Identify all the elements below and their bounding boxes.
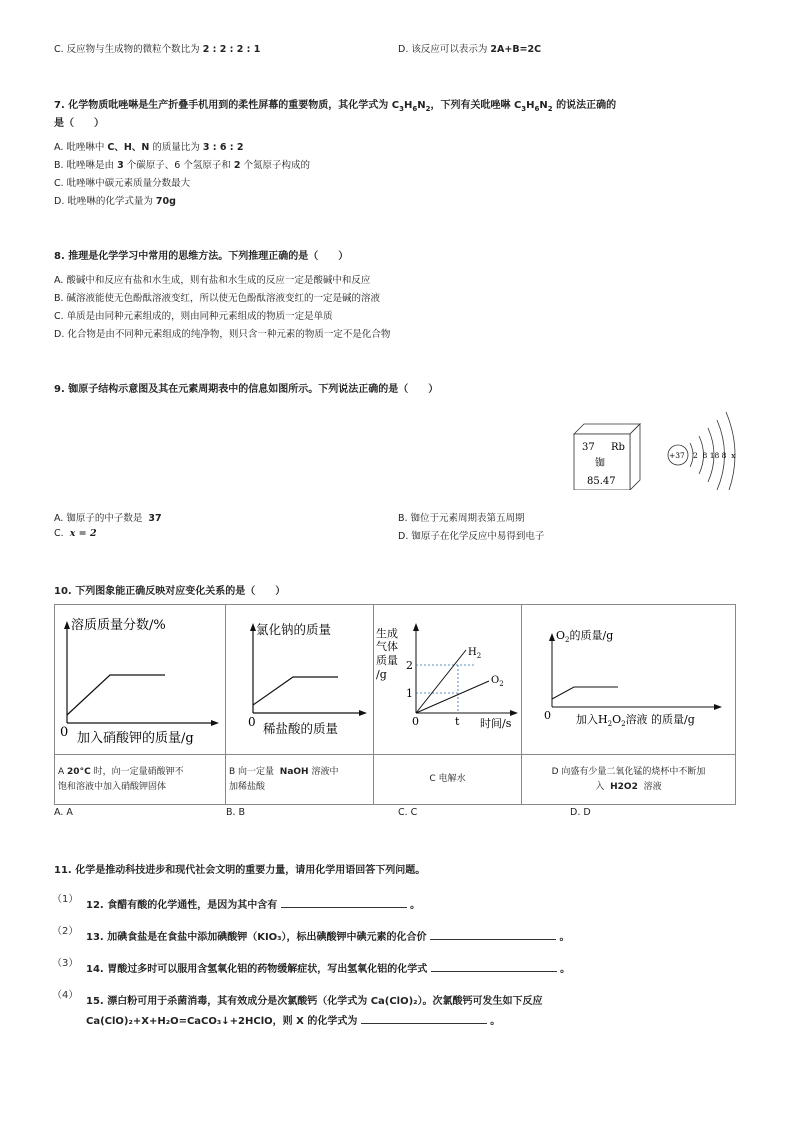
graph-b	[226, 605, 373, 754]
sub4-question: 15. 漂白粉可用于杀菌消毒，其有效成分是次氯酸钙（化学式为 Ca(ClO)₂）。次氯酸钙可发生如下反应	[86, 996, 543, 1007]
graph-b-cell	[226, 605, 374, 755]
sub3-question: 14. 胃酸过多时可以服用含氢氧化铝的药物缓解症状，写出氢氧化铝的化学式 。	[86, 960, 570, 975]
sub4-number: （4）	[52, 990, 79, 1001]
electron-shells: 2 8 18 8 x	[693, 451, 736, 460]
rubidium-figure	[568, 400, 748, 490]
graph-a-x-label: 加入硝酸钾的质量/g	[77, 731, 194, 746]
graph-c-y-label-1: 生成	[376, 627, 398, 640]
sub2-question: 13. 加碘食盐是在食盐中添加碘酸钾（KIO₃），标出碘酸钾中碘元素的化合价 。	[86, 928, 570, 943]
graph-b-y-label: 氯化钠的质量	[256, 622, 332, 637]
q9-stem: 9. 铷原子结构示意图及其在元素周期表中的信息如图所示。下列说法正确的是（ ）	[54, 384, 439, 395]
answer-blank-1[interactable]	[281, 897, 407, 908]
graph-c-x-label: 时间/s	[480, 717, 512, 730]
graph-d-line	[552, 687, 618, 699]
graph-c	[374, 605, 521, 754]
q8-option-d: D. 化合物是由不同种元素组成的纯净物，则只含一种元素的物质一定不是化合物	[54, 329, 391, 340]
q8-option-c: C. 单质是由同种元素组成的，则由同种元素组成的物质一定是单质	[54, 311, 333, 322]
q9-option-d: D. 铷原子在化学反应中易得到电子	[398, 531, 545, 542]
q8-option-b: B. 碱溶液能使无色酚酞溶液变红，所以使无色酚酞溶液变红的一定是碱的溶液	[54, 293, 381, 304]
graph-c-h2-label: $H_2$	[468, 647, 482, 660]
answer-blank-2[interactable]	[430, 929, 556, 940]
sub4-question-line2: Ca(ClO)₂+X+H₂O=CaCO₃↓+2HClO，则 X 的化学式为 。	[86, 1012, 500, 1027]
q7-option-b: B. 吡唑啉是由 3 个碳原子、6 个氢原子和 2 个氮原子构成的	[54, 160, 311, 171]
element-symbol: Rb	[611, 442, 625, 453]
graph-c-cell	[374, 605, 522, 755]
graph-c-o2-label: $O_2$	[491, 675, 504, 688]
sub3-number: （3）	[52, 958, 79, 969]
q10-stem: 10. 下列图象能正确反映对应变化关系的是（ ）	[54, 586, 286, 597]
sub1-number: （1）	[52, 894, 79, 905]
q9-option-b: B. 铷位于元素周期表第五周期	[398, 513, 525, 524]
q11-stem: 11. 化学是推动科技进步和现代社会文明的重要力量，请用化学用语回答下列问题。	[54, 865, 426, 876]
q10-graph-table	[54, 604, 736, 805]
q7-stem-line2: 是（ ）	[54, 118, 104, 129]
q10-option-a: A. A	[54, 807, 73, 818]
graph-a-y-label: 溶质质量分数/%	[71, 618, 166, 633]
graph-b-line	[253, 677, 338, 705]
graph-c-origin: 0	[412, 715, 419, 728]
graph-d-cell	[522, 605, 736, 755]
graph-b-x-label: 稀盐酸的质量	[263, 721, 339, 736]
q7-formula: $C_3H_6N_2$	[391, 100, 431, 113]
answer-blank-4[interactable]	[361, 1013, 487, 1024]
sub2-number: （2）	[52, 926, 79, 937]
q9-option-a: A. 铷原子的中子数是 37	[54, 513, 162, 524]
q8-stem: 8. 推理是化学学习中常用的思维方法。下列推理正确的是（ ）	[54, 251, 349, 262]
q7-option-c: C. 吡唑啉中碳元素质量分数最大	[54, 178, 191, 189]
graph-c-tick-t: t	[455, 715, 460, 728]
q10-option-b: B. B	[226, 807, 246, 818]
graph-b-origin: 0	[248, 715, 256, 729]
q8-option-a: A. 酸碱中和反应有盐和水生成，则有盐和水生成的反应一定是酸碱中和反应	[54, 275, 371, 286]
sub1-question: 12. 食醋有酸的化学通性，是因为其中含有 。	[86, 896, 420, 911]
atomic-structure-diagram	[668, 412, 736, 490]
answer-blank-3[interactable]	[431, 961, 557, 972]
caption-a: A 20°C 时，向一定量硝酸钾不 饱和溶液中加入硝酸钾固体	[55, 755, 226, 805]
q10-option-c: C. C	[398, 807, 418, 818]
atomic-number: 37	[582, 442, 595, 453]
nucleus-charge: +37	[669, 451, 685, 460]
graph-c-o2-line	[416, 681, 489, 713]
q6-option-d: D. 该反应可以表示为 2A+B=2C	[398, 44, 542, 55]
caption-d: D 向盛有少量二氧化锰的烧杯中不断加 入 H2O2 溶液	[522, 755, 736, 805]
graph-c-tick-1: 1	[406, 687, 413, 700]
graph-a-origin: 0	[60, 725, 69, 740]
q6-option-c: C. 反应物与生成物的微粒个数比为 2 : 2 : 2 : 1	[54, 44, 261, 55]
graph-d-y-label: $O_2$的质量/g	[556, 629, 614, 644]
periodic-table-cell	[574, 424, 640, 490]
graph-a	[55, 605, 225, 754]
atomic-mass: 85.47	[587, 476, 616, 487]
q10-option-d: D. D	[570, 807, 591, 818]
q9-option-c: C. x = 2	[54, 528, 97, 539]
graph-c-y-label-4: /g	[376, 668, 387, 681]
graph-a-cell	[55, 605, 226, 755]
q7-stem: 7. 化学物质吡唑啉是生产折叠手机用到的柔性屏幕的重要物质，其化学式为 $C_3H_6N_2$，下列有关吡唑啉 $C_3H_6N_2$ 的说法正确的	[54, 100, 617, 113]
graph-d-origin: 0	[544, 709, 551, 722]
q7-option-d: D. 吡唑啉的化学式量为 70g	[54, 196, 176, 207]
graph-c-y-label-3: 质量	[376, 654, 398, 667]
graph-c-y-label-2: 气体	[376, 640, 398, 653]
caption-c: C 电解水	[374, 755, 522, 805]
element-name: 铷	[595, 458, 605, 469]
graph-d-x-label: 加入$H_2O_2$溶液 的质量/g	[576, 713, 695, 728]
graph-c-h2-line	[416, 650, 466, 713]
caption-b: B 向一定量 NaOH 溶液中 加稀盐酸	[226, 755, 374, 805]
q7-option-a: A. 吡唑啉中 C、H、N 的质量比为 3 : 6 : 2	[54, 142, 244, 153]
graph-c-tick-2: 2	[406, 659, 413, 672]
graph-d	[522, 605, 735, 754]
graph-a-line	[67, 675, 165, 715]
